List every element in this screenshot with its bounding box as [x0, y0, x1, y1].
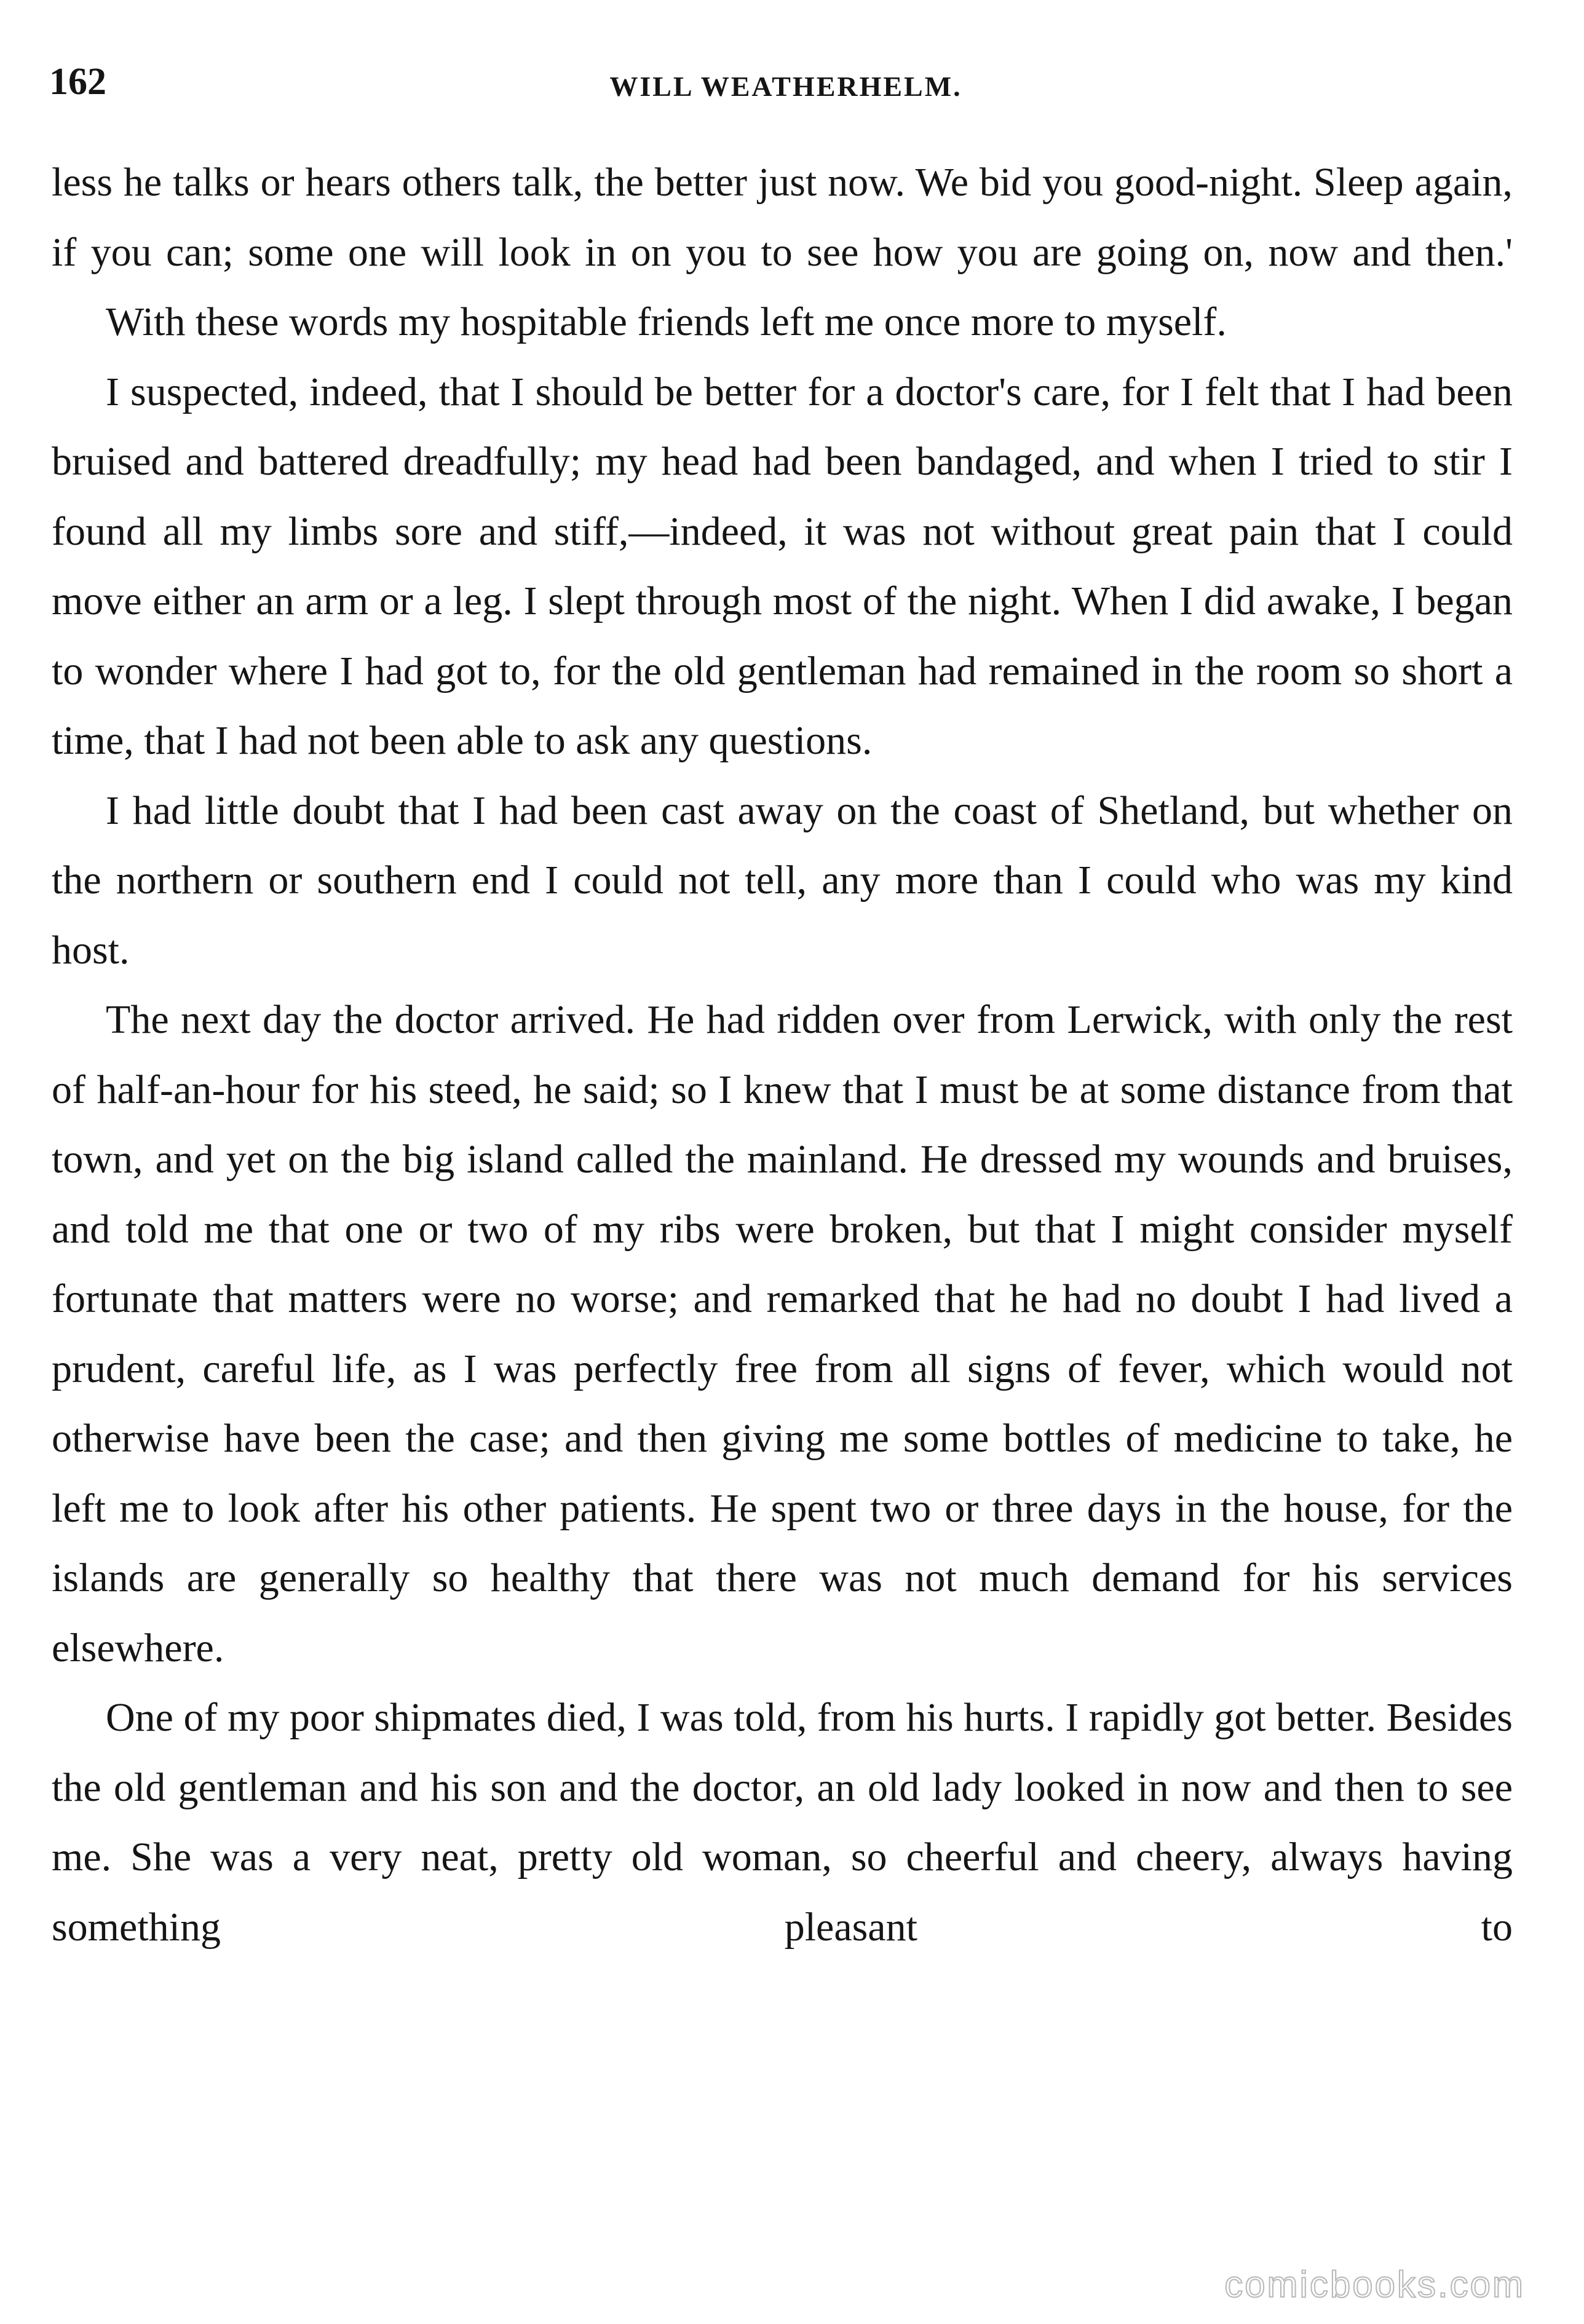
running-title: WILL WEATHERHELM.: [609, 71, 962, 102]
paragraph: With these words my hospitable friends left me once more to myself.: [106, 299, 1227, 344]
watermark: comicbooks.com: [1224, 2264, 1525, 2305]
paragraph: I had little doubt that I had been cast away on the coast of Shetland, but whether on the northern or southern end I could not tell, any more than I could who was my kind host.: [52, 788, 1513, 973]
paragraph: The next day the doctor arrived. He had ridden over from Lerwick, with only the rest of half-an-hour for his steed, he said; so I knew that I must be at some distance from that town, and yet on the big island called the mainland. He dressed my wounds and bruises, and told me that one or two of my ribs were broken, but that I might consider myself fortunate that matters were no worse; and remarked that he had no doubt I had lived a prudent, careful life, as I was perfectly free from all signs of fever, which would not otherwise have been the case; and then giving me some bottles of medicine to take, he left me to look after his other patients. He spent two or three days in the house, for the islands are generally so healthy that there was not much demand for his services elsewhere.: [52, 997, 1513, 1670]
paragraph: I suspected, indeed, that I should be better for a doctor's care, for I felt that I had been bruised and battered dreadfully; my head had been bandaged, and when I tried to stir I found all my limbs sore and stiff,—indeed, it was not without great pain that I could move either an arm or a leg. I slept through most of the night. When I did awake, I began to wonder where I had got to, for the old gentleman had remained in the room so short a time, that I had not been able to ask any questions.: [52, 369, 1513, 763]
page-number: 162: [49, 61, 106, 103]
page-header: [49, 54, 1523, 109]
paragraph-continues: One of my poor shipmates died, I was told, from his hurts. I rapidly got better. Besides the old gentleman and his son and the doctor, an old lady looked in now and then to see me. She was a very neat, pretty old woman, so cheerful and cheery, always having something pleasant to: [52, 1695, 1513, 1950]
body-text: [52, 148, 1513, 1962]
paragraph-continued: less he talks or hears others talk, the better just now. We bid you good-night. Sleep again, if you can; some one will look in on you to see how you are going on, now and then.': [52, 160, 1513, 275]
